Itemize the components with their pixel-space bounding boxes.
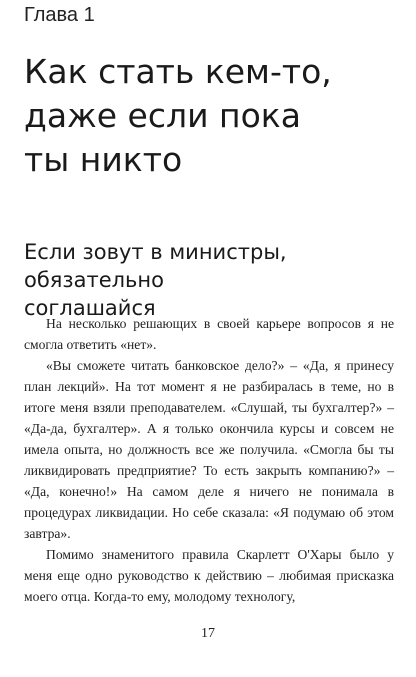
chapter-label: Глава 1	[24, 4, 95, 26]
chapter-title-line: Как стать кем-то,	[24, 52, 332, 91]
section-heading-line: Если зовут в министры, обязательно	[24, 240, 287, 292]
paragraph: На несколько решающих в своей карьере вопросов я не смогла ответить «нет».	[24, 316, 394, 352]
section-heading-line: соглашайся	[24, 296, 156, 320]
body-text	[24, 313, 394, 607]
chapter-title-line: даже если пока	[24, 96, 301, 135]
paragraph: Помимо знаменитого правила Скарлетт О'Хары было у меня еще одно руководство к действию – любимая присказка моего отца. Когда-то ему, молодому технологу,	[24, 547, 394, 604]
paragraph: «Вы сможете читать банковское дело?» – «Да, я принесу план лекций». На тот момент я не разбиралась в теме, но в итоге меня взяли преподавателем. «Слушай, ты бухгалтер?» – «Да-да, бухгалтер». А я только окончила курсы и совсем не имела опыта, но должность все же получила. «Смогла бы ты ликвидировать предприятие? То есть закрыть компанию?» – «Да, конечно!» На самом деле я ничего не понимала в процедурах ликвидации. Но себе сказала: «Я подумаю об этом завтра».	[24, 358, 394, 541]
chapter-title	[24, 50, 404, 182]
page-number: 17	[201, 626, 215, 641]
section-heading	[24, 238, 408, 322]
chapter-title-line: ты никто	[24, 140, 183, 179]
